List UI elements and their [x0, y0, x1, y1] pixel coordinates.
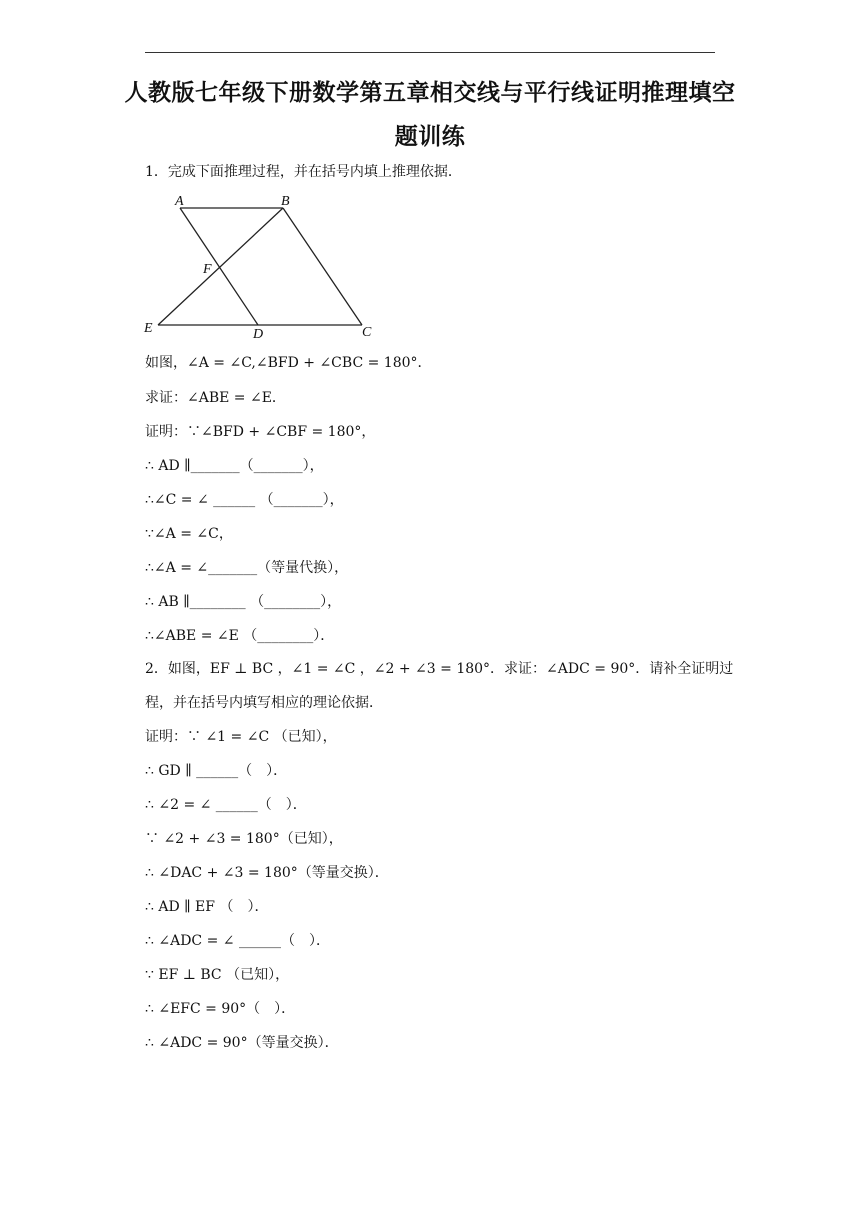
q1-proof-step: 证明：∵∠BFD + ∠CBF = 180°， — [145, 424, 376, 440]
q2-proof-step: ∴ GD ∥ ______（ ）． — [145, 763, 288, 779]
q2-intro-line1: 2．如图，EF ⊥ BC ，∠1 = ∠C ，∠2 + ∠3 = 180°．求证：∠ADC = 90°．请补全证明过 — [145, 661, 734, 677]
q1-proof-step: ∴∠C = ∠ ______ （_______）， — [145, 492, 344, 508]
q1-to-prove: 求证：∠ABE = ∠E． — [145, 390, 286, 406]
q2-proof-step: ∴ AD ∥ EF （ ）． — [145, 899, 269, 915]
q2-proof-step: ∴ ∠ADC = 90°（等量交换）． — [145, 1035, 339, 1051]
q1-given: 如图，∠A = ∠C,∠BFD + ∠CBC = 180°． — [145, 355, 432, 371]
q1-intro: 1．完成下面推理过程，并在括号内填上推理依据． — [145, 164, 462, 180]
q1-proof-step: ∴ AB ∥________ （________）， — [145, 594, 342, 610]
label-D: D — [253, 327, 264, 342]
label-E: E — [144, 321, 153, 336]
label-F: F — [203, 262, 212, 277]
q2-proof-step: ∵ ∠2 + ∠3 = 180°（已知）， — [145, 831, 343, 847]
q2-proof-step: ∴ ∠EFC = 90°（ ）． — [145, 1001, 296, 1017]
q1-proof-step: ∴∠A = ∠_______（等量代换）， — [145, 560, 349, 576]
segment-BC — [283, 208, 362, 325]
label-C: C — [362, 325, 372, 340]
q2-intro-line2: 程，并在括号内填写相应的理论依据． — [145, 695, 383, 711]
segment-AD — [180, 208, 258, 325]
q2-proof-step: 证明：∵ ∠1 = ∠C （已知）， — [145, 729, 337, 745]
q1-proof-step: ∴∠ABE = ∠E （________）． — [145, 628, 335, 644]
header-rule — [145, 52, 715, 53]
q2-proof-step: ∴ ∠DAC + ∠3 = 180°（等量交换）． — [145, 865, 389, 881]
segment-BE — [158, 208, 283, 325]
q1-geometry-figure — [140, 190, 390, 350]
q2-proof-step: ∴ ∠ADC = ∠ ______（ ）． — [145, 933, 330, 949]
q2-proof-step: ∴ ∠2 = ∠ ______（ ）． — [145, 797, 307, 813]
label-B: B — [281, 194, 290, 209]
doc-title-line1: 人教版七年级下册数学第五章相交线与平行线证明推理填空 — [124, 80, 736, 106]
label-A: A — [175, 194, 184, 209]
doc-title-line2: 题训练 — [394, 124, 466, 150]
q1-proof-step: ∴ AD ∥_______（_______）， — [145, 458, 324, 474]
q1-proof-step: ∵∠A = ∠C， — [145, 526, 233, 542]
q2-proof-step: ∵ EF ⊥ BC （已知）， — [145, 967, 290, 983]
